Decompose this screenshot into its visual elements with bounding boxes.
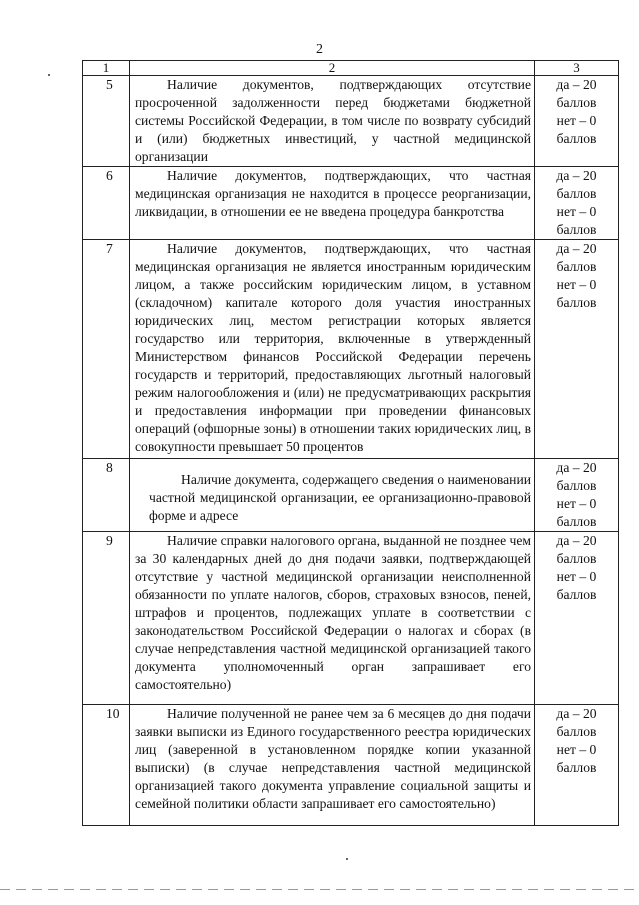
score-no-unit: баллов: [556, 295, 597, 310]
score-cell: [535, 705, 619, 826]
score-no-unit: баллов: [556, 514, 597, 529]
criterion-text: Наличие документа, содержащего сведения о наименовании частной медицинской организации, ее организационно-правовой форме и адресе: [149, 472, 531, 523]
row-number: 6: [83, 167, 130, 240]
score-yes-unit: баллов: [556, 186, 597, 201]
score-cell: [535, 76, 619, 167]
score-cell: [535, 459, 619, 532]
score-no-unit: баллов: [556, 587, 597, 602]
criterion-text: Наличие документов, подтверждающих отсутствие просроченной задолженности перед бюджетами бюджетной системы Российской Федерации, в том числе по возврату субсидий и (или) бюджетных инвестиций, у частной медицинской организации: [135, 77, 531, 164]
scan-edge-line: [0, 889, 639, 890]
criterion-text-cell: [130, 76, 535, 167]
score-yes: да – 20: [556, 168, 597, 183]
score-cell: [535, 240, 619, 459]
scan-speck: [346, 858, 348, 860]
header-col-1: 1: [83, 61, 130, 76]
criterion-text: Наличие полученной не ранее чем за 6 месяцев до дня подачи заявки выписки из Единого государственного реестра юридических лиц (заверенной в установленном порядке копии указанной выписки) (в случае непредставления частной медицинской организацией такого документа управление социальной защиты и семейной политики области запрашивает его самостоятельно): [135, 706, 531, 811]
score-yes-unit: баллов: [556, 478, 597, 493]
criterion-text-cell: [130, 532, 535, 705]
row-number: 5: [83, 76, 130, 167]
score-cell: [535, 167, 619, 240]
table-row: [83, 705, 619, 826]
score-yes: да – 20: [556, 533, 597, 548]
header-col-2: 2: [130, 61, 535, 76]
score-no: нет – 0: [556, 277, 597, 292]
score-yes-unit: баллов: [556, 95, 597, 110]
score-no-unit: баллов: [556, 760, 597, 775]
row-number: 8: [83, 459, 130, 532]
score-no: нет – 0: [556, 113, 597, 128]
score-yes-unit: баллов: [556, 259, 597, 274]
scan-speck: [48, 74, 50, 76]
score-no-unit: баллов: [556, 222, 597, 237]
header-col-3: 3: [535, 61, 619, 76]
criterion-text: Наличие документов, подтверждающих, что частная медицинская организация не является иностранным юридическим лицом, а также российским юридическим лицом, в уставном (складочном) капитале которого доля участия иностранных юридических лиц, местом регистрации которых является государство или территория, включенные в утвержденный Министерством финансов Российской Федерации перечень государств и территорий, предоставляющих льготный налоговый режим налогообложения и (или) не предусматривающих раскрытия и предоставления информации при проведении финансовых операций (офшорные зоны) в отношении таких юридических лиц, в совокупности превышает 50 процентов: [135, 241, 531, 454]
criterion-text-cell: [130, 167, 535, 240]
score-no: нет – 0: [556, 569, 597, 584]
page-number: 2: [316, 42, 323, 57]
row-number: 7: [83, 240, 130, 459]
row-number: 9: [83, 532, 130, 705]
score-yes: да – 20: [556, 77, 597, 92]
table-header-row: [83, 61, 619, 76]
table-row: [83, 240, 619, 459]
criterion-text-cell: [130, 459, 535, 532]
criterion-text-cell: [130, 240, 535, 459]
table-row: [83, 459, 619, 532]
score-no: нет – 0: [556, 496, 597, 511]
score-yes-unit: баллов: [556, 551, 597, 566]
score-yes: да – 20: [556, 241, 597, 256]
score-yes: да – 20: [556, 706, 597, 721]
table-row: [83, 76, 619, 167]
table-row: [83, 167, 619, 240]
table-row: [83, 532, 619, 705]
criterion-text-cell: [130, 705, 535, 826]
score-yes-unit: баллов: [556, 724, 597, 739]
criteria-table: [82, 60, 619, 826]
score-yes: да – 20: [556, 460, 597, 475]
score-cell: [535, 532, 619, 705]
score-no: нет – 0: [556, 204, 597, 219]
row-number: 10: [83, 705, 130, 826]
score-no-unit: баллов: [556, 131, 597, 146]
score-no: нет – 0: [556, 742, 597, 757]
criterion-text: Наличие справки налогового органа, выданной не позднее чем за 30 календарных дней до дня подачи заявки, подтверждающей отсутствие у частной медицинской организации неисполненной обязанности по уплате налогов, сборов, страховых взносов, пеней, штрафов и процентов, подлежащих уплате в соответствии с законодательством Российской Федерации о налогах и сборах (в случае непредставления частной медицинской организацией такого документа уполномоченный орган запрашивает его самостоятельно): [135, 533, 531, 692]
criterion-text: Наличие документов, подтверждающих, что частная медицинская организация не находится в процессе реорганизации, ликвидации, в отношении ее не введена процедура банкротства: [135, 168, 531, 219]
